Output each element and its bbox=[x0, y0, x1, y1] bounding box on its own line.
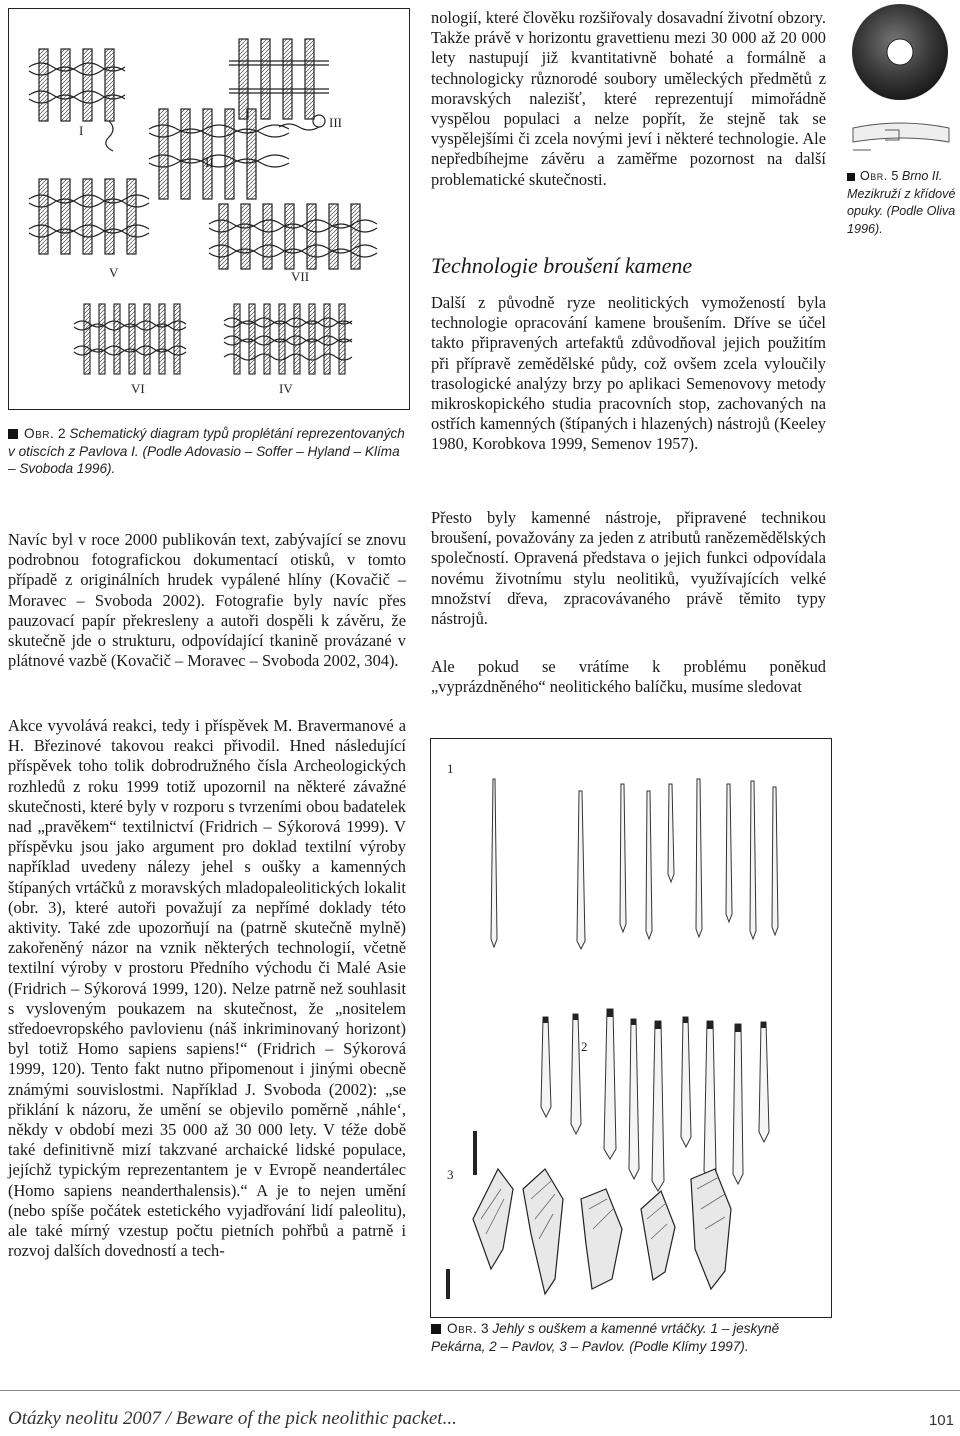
left-paragraph-2: Akce vyvolává reakci, tedy i příspěvek M. Bravermanové a H. Březinové takovou reakci přivodil. Hned následující příspěvek toho tolik dobrodružného čísla Archeologických rozhledů z roku 1999 totiž upozornil na některé závažné skutečnosti, které byly v rozporu s tvrzeními obou badatelek nad „pravěkem“ textilnictví (Fridrich – Sýkorová 1999). V příspěvku jsou jako argument pro doklad textilní výroby například uvedeny nálezy jehel s oušky a kamenných štípaných vrtáčků z moravských mladopaleolitických lokalit (obr. 3), které autoři považují za nepřímé doklady této aktivity. Také zde upozorňují na (patrně skutečně mylně) zakořeněný názor na vznik některých technologií, včetně textilní výroby v prostoru Předního východu či Malé Asie (Fridrich – Sýkorová 1999, 120). Nelze patrně než souhlasit s vysloveným poukazem na skutečnost, že „nositelem středoevropského pavlovienu (náš inkriminovaný horizont) byl totiž Homo sapiens sapiens!“ (Fridrich – Sýkorová 1999, 120). Tento fakt nutno připomenout i jinými obecně známými souvislostmi. Například J. Svoboda (2002): „se přiklání k názoru, že umění se objevilo poměrně ‚náhle‘, někdy v období mezi 35 000 až 30 000 lety. V téže době také definitivně mizí takzvané archaické lidské populace, jejíchž typickým reprezentantem je v Evropě neandertálec (Homo sapiens neanderthalensis).“ A je to nejen umění (nebo spíše počátek estetického vyjadřování lidí paleolitu), ale také mírný vzestup počtu pietních pohřbů a patrně i rozvoj dalších dovedností a tech- bbox=[8, 716, 406, 1261]
weave-type-iii bbox=[229, 39, 329, 130]
label-vii: VII bbox=[291, 269, 310, 284]
caption-label: Obr. bbox=[447, 1321, 478, 1336]
figure-2-caption bbox=[8, 425, 408, 478]
right-paragraph-1: Další z původně ryze neolitických vymožeností byla technologie opracování kamene broušením. Dříve se účel takto připravených artefaktů zdůvodňoval jejich použitím při přípravě zemědělské půdy, což ovšem zcela vyloučily trasologické analýzy brzy po aplikaci Semenovovy metody mikroskopického studia pracovních stop, zachovaných na ostřích kamenných (štípaných i hlazených) nástrojů (Keeley 1980, Korobkova 1999, Semenov 1957). bbox=[431, 293, 826, 454]
needles-drawing bbox=[431, 739, 831, 1317]
caption-number: 3 bbox=[481, 1321, 489, 1336]
figure-5-caption bbox=[847, 168, 957, 238]
weave-type-vi bbox=[74, 304, 186, 374]
label-iii: III bbox=[329, 115, 342, 130]
caption-text: Schematický diagram typů proplétání reprezentovaných v otiscích z Pavlova I. (Podle Adovasio – Soffer – Hyland – Klíma – Svoboda 1996). bbox=[8, 426, 405, 476]
section-heading: Technologie broušení kamene bbox=[431, 253, 693, 278]
caption-square-icon bbox=[8, 429, 18, 439]
caption-label: Obr. bbox=[860, 169, 888, 183]
group-label-2: 2 bbox=[581, 1039, 588, 1054]
page-number: 101 bbox=[928, 1412, 954, 1429]
caption-square-icon bbox=[847, 173, 855, 181]
right-paragraph-0: nologií, které člověku rozšiřovaly dosavadní životní obzory. Takže právě v horizontu gravettienu mezi 30 000 až 20 000 lety nastupují již kvantitativně bohaté a formálně a technologicky různorodé soubory uměleckých předmětů z moravských nalezišť, které reprezentují mimořádně vyspělou populaci a nelze popřít, že stejně tak se vyspělejšími či zcela novými jeví i některé technologie. Ale nepředbíhejme závěru a zaměřme pozornost na další problematické skutečnosti. bbox=[431, 8, 826, 189]
weave-type-vii bbox=[209, 204, 377, 269]
left-paragraph-1: Navíc byl v roce 2000 publikován text, zabývající se znovu podrobnou fotografickou dokumentací otisků, v tomto případě z originálních hrudek vypálené hlíny (Kovačič – Moravec – Svoboda 2002). Fotografie byly navíc přes pauzovací papír překresleny a autoři dospěli k závěru, že skutečně jde o strukturu, odpovídající tkanině provázané v plátnové vazbě (Kovačič – Moravec – Svoboda 2002, 304). bbox=[8, 530, 406, 671]
group-label-3: 3 bbox=[447, 1167, 454, 1182]
weave-type-ii bbox=[149, 109, 289, 199]
weave-type-i bbox=[29, 49, 125, 151]
right-paragraph-3: Ale pokud se vrátíme k problému poněkud „vyprázdněného“ neolitického balíčku, musíme sledovat bbox=[431, 657, 826, 697]
caption-text: Brno II. Mezikruží z křídové opuky. (Podle Oliva 1996). bbox=[847, 169, 956, 236]
caption-text: Jehly s ouškem a kamenné vrtáčky. 1 – jeskyně Pekárna, 2 – Pavlov, 3 – Pavlov. (Podle Klímy 1997). bbox=[431, 1321, 780, 1354]
caption-label: Obr. bbox=[24, 426, 55, 441]
label-vi: VI bbox=[131, 381, 145, 396]
label-iv: IV bbox=[279, 381, 293, 396]
figure-5-stone-ring bbox=[845, 0, 955, 160]
caption-square-icon bbox=[431, 1324, 441, 1334]
weave-type-iv bbox=[224, 304, 352, 374]
weave-type-v bbox=[29, 179, 149, 254]
figure-3-needles-drills bbox=[430, 738, 832, 1318]
label-v: V bbox=[109, 265, 119, 280]
group-label-1: 1 bbox=[447, 761, 454, 776]
label-i: I bbox=[79, 123, 84, 138]
weaving-drawings bbox=[9, 9, 409, 409]
right-paragraph-2: Přesto byly kamenné nástroje, připravené technikou broušení, považovány za jeden z atributů ranězemědělských společností. Opravená představa o jejich funkci odpovídala novému životnímu stylu neolitiků, využívajících velké množství dřeva, zpracovávaného právě těmito typy nástrojů. bbox=[431, 508, 826, 629]
caption-number: 5 bbox=[891, 169, 899, 183]
footer-rule bbox=[0, 1390, 960, 1391]
footer-title: Otázky neolitu 2007 / Beware of the pick neolithic packet... bbox=[8, 1408, 457, 1429]
stone-ring-image bbox=[845, 0, 955, 160]
label-ii: II bbox=[205, 155, 214, 170]
figure-2-weaving-diagram bbox=[8, 8, 410, 410]
figure-3-caption bbox=[431, 1320, 831, 1355]
caption-number: 2 bbox=[58, 426, 66, 441]
